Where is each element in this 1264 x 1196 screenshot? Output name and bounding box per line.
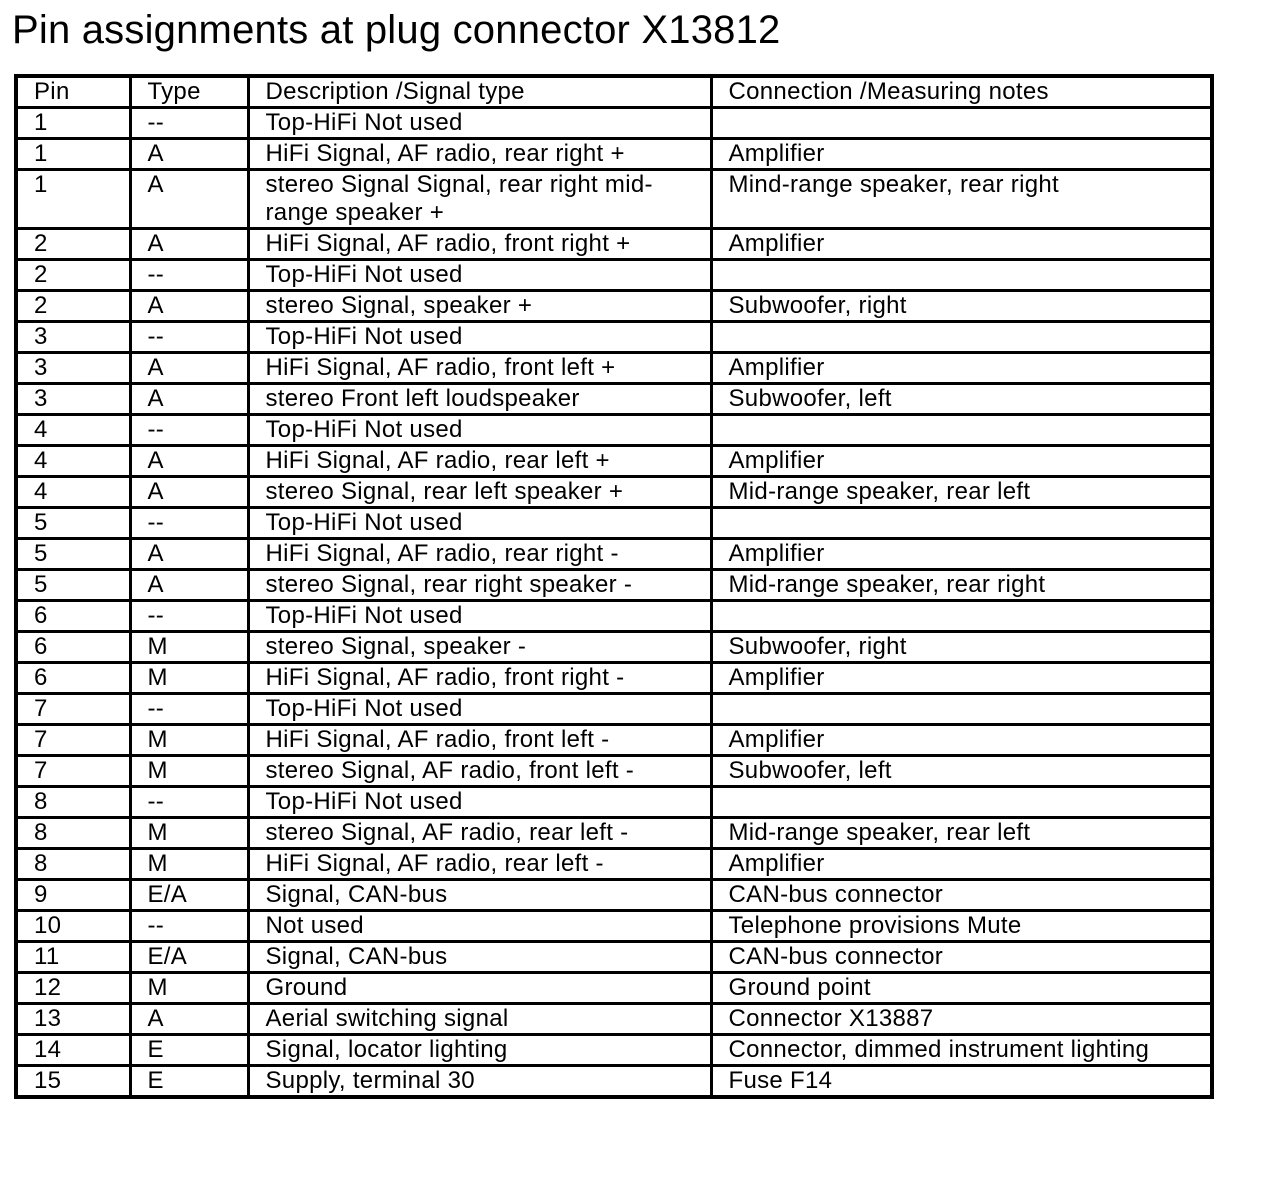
table-row	[16, 1004, 1212, 1035]
table-row	[16, 477, 1212, 508]
table-row	[16, 260, 1212, 291]
cell-type: A	[130, 1004, 248, 1035]
cell-pin: 6	[16, 601, 130, 632]
cell-connection: Connector X13887	[711, 1004, 1212, 1035]
cell-type: --	[130, 415, 248, 446]
cell-type: --	[130, 694, 248, 725]
table-row	[16, 663, 1212, 694]
table-row	[16, 632, 1212, 663]
table-row	[16, 539, 1212, 570]
cell-description: Not used	[248, 911, 711, 942]
cell-type: --	[130, 108, 248, 139]
table-row	[16, 108, 1212, 139]
cell-description: Signal, locator lighting	[248, 1035, 711, 1066]
cell-connection	[711, 108, 1212, 139]
cell-pin: 8	[16, 849, 130, 880]
cell-type: A	[130, 477, 248, 508]
table-row	[16, 139, 1212, 170]
cell-description: stereo Signal, rear right speaker -	[248, 570, 711, 601]
cell-description: Signal, CAN-bus	[248, 880, 711, 911]
cell-connection: Subwoofer, right	[711, 291, 1212, 322]
cell-type: A	[130, 291, 248, 322]
table-row	[16, 601, 1212, 632]
cell-pin: 13	[16, 1004, 130, 1035]
cell-description: HiFi Signal, AF radio, front left -	[248, 725, 711, 756]
cell-type: A	[130, 384, 248, 415]
cell-pin: 5	[16, 539, 130, 570]
cell-type: A	[130, 170, 248, 229]
cell-type: E/A	[130, 880, 248, 911]
table-row	[16, 384, 1212, 415]
cell-connection: Amplifier	[711, 725, 1212, 756]
pin-assignment-table	[14, 74, 1214, 1099]
table-row	[16, 570, 1212, 601]
cell-type: M	[130, 725, 248, 756]
cell-type: --	[130, 787, 248, 818]
cell-connection: Amplifier	[711, 539, 1212, 570]
cell-pin: 6	[16, 632, 130, 663]
table-row	[16, 911, 1212, 942]
cell-pin: 4	[16, 415, 130, 446]
cell-connection: Amplifier	[711, 446, 1212, 477]
cell-type: A	[130, 570, 248, 601]
cell-pin: 2	[16, 260, 130, 291]
cell-description: Top-HiFi Not used	[248, 415, 711, 446]
cell-type: M	[130, 818, 248, 849]
page-title: Pin assignments at plug connector X13812	[12, 8, 781, 52]
cell-type: --	[130, 508, 248, 539]
cell-description: stereo Front left loudspeaker	[248, 384, 711, 415]
table-body	[16, 108, 1212, 1098]
cell-pin: 5	[16, 508, 130, 539]
table-row	[16, 880, 1212, 911]
cell-pin: 2	[16, 229, 130, 260]
cell-connection	[711, 601, 1212, 632]
cell-type: --	[130, 601, 248, 632]
cell-description: HiFi Signal, AF radio, front left +	[248, 353, 711, 384]
table-row	[16, 725, 1212, 756]
table-row	[16, 818, 1212, 849]
cell-pin: 7	[16, 725, 130, 756]
cell-connection	[711, 415, 1212, 446]
cell-connection	[711, 787, 1212, 818]
cell-type: E	[130, 1035, 248, 1066]
cell-type: A	[130, 539, 248, 570]
cell-connection: Mid-range speaker, rear left	[711, 477, 1212, 508]
cell-pin: 7	[16, 694, 130, 725]
cell-pin: 1	[16, 108, 130, 139]
table-row	[16, 787, 1212, 818]
cell-description: stereo Signal, speaker -	[248, 632, 711, 663]
cell-connection: Amplifier	[711, 663, 1212, 694]
cell-connection	[711, 260, 1212, 291]
table-row	[16, 694, 1212, 725]
cell-description: Top-HiFi Not used	[248, 260, 711, 291]
cell-type: A	[130, 353, 248, 384]
cell-type: A	[130, 139, 248, 170]
table-row	[16, 942, 1212, 973]
cell-pin: 1	[16, 139, 130, 170]
cell-connection: CAN-bus connector	[711, 880, 1212, 911]
cell-connection: Subwoofer, left	[711, 384, 1212, 415]
table-row	[16, 353, 1212, 384]
cell-description: HiFi Signal, AF radio, front right -	[248, 663, 711, 694]
cell-pin: 8	[16, 787, 130, 818]
cell-pin: 8	[16, 818, 130, 849]
table-row	[16, 446, 1212, 477]
cell-connection: Mind-range speaker, rear right	[711, 170, 1212, 229]
cell-type: --	[130, 260, 248, 291]
column-header-type: Type	[130, 76, 248, 108]
cell-description: stereo Signal, AF radio, rear left -	[248, 818, 711, 849]
cell-pin: 1	[16, 170, 130, 229]
cell-description: Supply, terminal 30	[248, 1066, 711, 1098]
column-header-connection: Connection /Measuring notes	[711, 76, 1212, 108]
cell-pin: 15	[16, 1066, 130, 1098]
cell-pin: 3	[16, 322, 130, 353]
table-row	[16, 1066, 1212, 1098]
cell-description: stereo Signal, speaker +	[248, 291, 711, 322]
cell-type: M	[130, 756, 248, 787]
cell-connection: Mid-range speaker, rear left	[711, 818, 1212, 849]
header-row	[16, 76, 1212, 108]
cell-connection: Connector, dimmed instrument lighting	[711, 1035, 1212, 1066]
cell-description: stereo Signal, rear left speaker +	[248, 477, 711, 508]
cell-description: Top-HiFi Not used	[248, 787, 711, 818]
cell-pin: 9	[16, 880, 130, 911]
table-row	[16, 973, 1212, 1004]
cell-type: --	[130, 911, 248, 942]
cell-description: HiFi Signal, AF radio, rear left +	[248, 446, 711, 477]
column-header-description: Description /Signal type	[248, 76, 711, 108]
column-header-pin: Pin	[16, 76, 130, 108]
cell-description: Top-HiFi Not used	[248, 508, 711, 539]
cell-description: Aerial switching signal	[248, 1004, 711, 1035]
cell-type: M	[130, 849, 248, 880]
table-row	[16, 291, 1212, 322]
cell-pin: 3	[16, 353, 130, 384]
cell-description: stereo Signal, AF radio, front left -	[248, 756, 711, 787]
cell-description: HiFi Signal, AF radio, rear right +	[248, 139, 711, 170]
cell-pin: 4	[16, 477, 130, 508]
cell-description: Top-HiFi Not used	[248, 108, 711, 139]
cell-connection	[711, 508, 1212, 539]
cell-pin: 12	[16, 973, 130, 1004]
cell-connection: Amplifier	[711, 139, 1212, 170]
cell-type: A	[130, 446, 248, 477]
table-row	[16, 1035, 1212, 1066]
cell-description: HiFi Signal, AF radio, front right +	[248, 229, 711, 260]
cell-connection	[711, 694, 1212, 725]
cell-connection: Mid-range speaker, rear right	[711, 570, 1212, 601]
cell-pin: 14	[16, 1035, 130, 1066]
cell-connection: Fuse F14	[711, 1066, 1212, 1098]
cell-description: Top-HiFi Not used	[248, 694, 711, 725]
cell-type: M	[130, 973, 248, 1004]
table-row	[16, 322, 1212, 353]
cell-pin: 4	[16, 446, 130, 477]
cell-type: A	[130, 229, 248, 260]
cell-description: Ground	[248, 973, 711, 1004]
cell-connection: Subwoofer, left	[711, 756, 1212, 787]
cell-pin: 7	[16, 756, 130, 787]
cell-description: stereo Signal Signal, rear right mid-range speaker +	[248, 170, 711, 229]
cell-connection: Amplifier	[711, 229, 1212, 260]
cell-pin: 3	[16, 384, 130, 415]
table-row	[16, 229, 1212, 260]
cell-type: --	[130, 322, 248, 353]
cell-connection: Telephone provisions Mute	[711, 911, 1212, 942]
cell-connection	[711, 322, 1212, 353]
cell-description: Top-HiFi Not used	[248, 601, 711, 632]
cell-description: HiFi Signal, AF radio, rear left -	[248, 849, 711, 880]
cell-type: E	[130, 1066, 248, 1098]
cell-description: Signal, CAN-bus	[248, 942, 711, 973]
cell-type: E/A	[130, 942, 248, 973]
table-row	[16, 415, 1212, 446]
cell-connection: Ground point	[711, 973, 1212, 1004]
cell-description: HiFi Signal, AF radio, rear right -	[248, 539, 711, 570]
cell-pin: 6	[16, 663, 130, 694]
table-row	[16, 508, 1212, 539]
cell-pin: 11	[16, 942, 130, 973]
cell-pin: 5	[16, 570, 130, 601]
cell-type: M	[130, 632, 248, 663]
cell-pin: 10	[16, 911, 130, 942]
cell-connection: CAN-bus connector	[711, 942, 1212, 973]
cell-type: M	[130, 663, 248, 694]
cell-connection: Subwoofer, right	[711, 632, 1212, 663]
cell-description: Top-HiFi Not used	[248, 322, 711, 353]
table-row	[16, 849, 1212, 880]
cell-connection: Amplifier	[711, 353, 1212, 384]
cell-pin: 2	[16, 291, 130, 322]
table-row	[16, 756, 1212, 787]
table-row	[16, 170, 1212, 229]
cell-connection: Amplifier	[711, 849, 1212, 880]
